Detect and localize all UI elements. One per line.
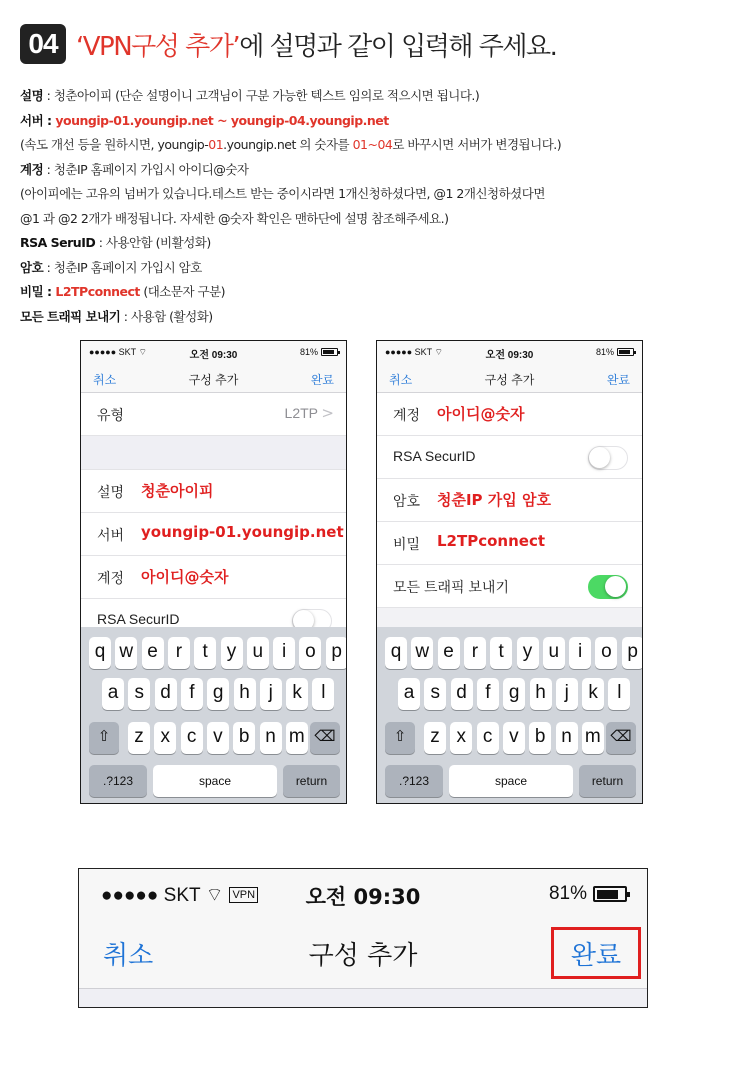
zoom-cancel-button[interactable]: 취소 xyxy=(103,941,154,971)
account-value[interactable]: 아이디@숫자 xyxy=(141,568,229,586)
send-all-traffic-label: 모든 트래픽 보내기 xyxy=(393,579,509,595)
wifi-icon: ⌔ xyxy=(138,347,148,357)
key-d[interactable]: d xyxy=(451,678,473,710)
account-label: 계정 xyxy=(97,570,125,586)
numbers-key[interactable]: .?123 xyxy=(385,765,443,797)
nav-bar xyxy=(377,363,642,393)
password-value[interactable]: 청춘IP 가입 암호 xyxy=(437,491,551,509)
step-title-highlight: ‘VPN구성 추가’ xyxy=(76,31,240,62)
instruction-server-note: (속도 개선 등을 원하시면, youngip-01.youngip.net 의 숫자를 01~04로 바꾸시면 서버가 변경됩니다.) xyxy=(20,137,562,152)
wifi-icon: ⌔ xyxy=(434,347,444,357)
battery-indicator: 81% xyxy=(300,347,338,357)
key-y[interactable]: y xyxy=(517,637,539,669)
backspace-key-icon[interactable]: ⌫ xyxy=(310,722,340,754)
done-button[interactable]: 완료 xyxy=(310,373,334,387)
nav-title: 구성 추가 xyxy=(484,373,535,387)
key-f[interactable]: f xyxy=(477,678,499,710)
return-key[interactable]: return xyxy=(283,765,340,797)
account-row[interactable] xyxy=(377,393,642,436)
cancel-button[interactable]: 취소 xyxy=(389,373,413,387)
shift-key-icon[interactable]: ⇧ xyxy=(385,722,415,754)
instruction-account-note-2: @1 과 @2 2개가 배정됩니다. 자세한 @숫자 확인은 맨하단에 설명 참조해주세요.) xyxy=(20,210,449,226)
key-p[interactable]: p xyxy=(326,637,347,669)
description-value[interactable]: 청춘아이피 xyxy=(141,482,214,500)
section-gap xyxy=(81,436,346,470)
instructions xyxy=(20,84,710,329)
zoom-nav-title: 구성 추가 xyxy=(308,941,418,971)
space-key[interactable]: space xyxy=(153,765,277,797)
key-d[interactable]: d xyxy=(155,678,177,710)
key-s[interactable]: s xyxy=(424,678,446,710)
rsa-securid-row xyxy=(377,436,642,479)
key-l[interactable]: l xyxy=(312,678,334,710)
secret-value[interactable]: L2TPconnect xyxy=(437,532,546,550)
key-x[interactable]: x xyxy=(450,722,472,754)
key-i[interactable]: i xyxy=(273,637,295,669)
zoom-done-button-highlighted[interactable]: 완료 xyxy=(551,927,641,979)
key-t[interactable]: t xyxy=(490,637,512,669)
instruction-rsa: RSA SeruID : 사용안함 (비활성화) xyxy=(20,235,211,250)
password-row[interactable] xyxy=(377,479,642,522)
battery-icon xyxy=(593,886,627,902)
description-row[interactable] xyxy=(81,470,346,513)
vpn-badge: VPN xyxy=(229,887,258,903)
key-n[interactable]: n xyxy=(260,722,282,754)
key-e[interactable]: e xyxy=(142,637,164,669)
instruction-traffic: 모든 트래픽 보내기 : 사용함 (활성화) xyxy=(20,308,213,324)
zoomed-nav-detail xyxy=(78,868,648,1008)
key-t[interactable]: t xyxy=(194,637,216,669)
numbers-key[interactable]: .?123 xyxy=(89,765,147,797)
type-row[interactable] xyxy=(81,393,346,436)
space-key[interactable]: space xyxy=(449,765,573,797)
key-o[interactable]: o xyxy=(299,637,321,669)
key-q[interactable]: q xyxy=(385,637,407,669)
key-v[interactable]: v xyxy=(207,722,229,754)
key-c[interactable]: c xyxy=(181,722,203,754)
instruction-password: 암호 : 청춘IP 홈페이지 가입시 암호 xyxy=(20,259,202,275)
rsa-securid-toggle[interactable] xyxy=(588,446,628,470)
status-time: 오전 09:30 xyxy=(189,350,238,361)
key-o[interactable]: o xyxy=(595,637,617,669)
wifi-icon: ⌔ xyxy=(205,885,224,906)
key-a[interactable]: a xyxy=(398,678,420,710)
key-w[interactable]: w xyxy=(115,637,137,669)
vpn-form xyxy=(377,393,642,608)
send-all-traffic-row xyxy=(377,565,642,608)
key-e[interactable]: e xyxy=(438,637,460,669)
key-h[interactable]: h xyxy=(530,678,552,710)
key-m[interactable]: m xyxy=(286,722,308,754)
status-bar xyxy=(377,341,642,363)
instruction-account-note-1: (아이피에는 고유의 넘버가 있습니다.테스트 받는 중이시라면 1개신청하셨다면, @1 2개신청하셨다면 xyxy=(20,186,545,201)
description-label: 설명 xyxy=(97,484,125,500)
zoom-status-bar xyxy=(79,869,647,917)
key-g[interactable]: g xyxy=(207,678,229,710)
vpn-form xyxy=(81,393,346,642)
key-r[interactable]: r xyxy=(464,637,486,669)
battery-icon xyxy=(617,348,634,356)
key-l[interactable]: l xyxy=(608,678,630,710)
rsa-securid-label: RSA SecurID xyxy=(393,448,476,464)
key-k[interactable]: k xyxy=(582,678,604,710)
key-c[interactable]: c xyxy=(477,722,499,754)
phone-screenshot-left xyxy=(80,340,347,804)
key-a[interactable]: a xyxy=(102,678,124,710)
key-z[interactable]: z xyxy=(128,722,150,754)
secret-row[interactable] xyxy=(377,522,642,565)
secret-label: 비밀 xyxy=(393,536,421,552)
server-row[interactable] xyxy=(81,513,346,556)
instruction-account: 계정 : 청춘IP 홈페이지 가입시 아이디@숫자 xyxy=(20,161,249,177)
battery-icon xyxy=(321,348,338,356)
step-header xyxy=(20,22,556,66)
key-g[interactable]: g xyxy=(503,678,525,710)
return-key[interactable]: return xyxy=(579,765,636,797)
send-all-traffic-toggle[interactable] xyxy=(588,575,628,599)
key-j[interactable]: j xyxy=(556,678,578,710)
key-q[interactable]: q xyxy=(89,637,111,669)
key-r[interactable]: r xyxy=(168,637,190,669)
step-title-rest: 에 설명과 같이 입력해 주세요. xyxy=(239,31,557,62)
key-b[interactable]: b xyxy=(529,722,551,754)
carrier-label: ●●●●● SKT ⌔ xyxy=(385,347,444,357)
key-k[interactable]: k xyxy=(286,678,308,710)
key-h[interactable]: h xyxy=(234,678,256,710)
chevron-right-icon: > xyxy=(321,404,334,422)
status-bar xyxy=(81,341,346,363)
type-label: 유형 xyxy=(97,407,125,423)
backspace-key-icon[interactable]: ⌫ xyxy=(606,722,636,754)
zoom-carrier-label: ●●●●● SKT ⌔ VPN xyxy=(101,883,258,907)
instruction-secret: 비밀 : L2TPconnect (대소문자 구분) xyxy=(20,284,226,299)
key-u[interactable]: u xyxy=(543,637,565,669)
zoom-nav-bar xyxy=(79,917,647,989)
battery-indicator: 81% xyxy=(596,347,634,357)
keyboard xyxy=(81,627,346,804)
key-y[interactable]: y xyxy=(221,637,243,669)
key-u[interactable]: u xyxy=(247,637,269,669)
key-n[interactable]: n xyxy=(556,722,578,754)
key-m[interactable]: m xyxy=(582,722,604,754)
instruction-server: 서버 : youngip-01.youngip.net ~ youngip-04.youngip.net xyxy=(20,112,389,128)
server-value[interactable]: youngip-01.youngip.net xyxy=(141,523,344,541)
server-label: 서버 xyxy=(97,527,125,543)
cancel-button[interactable]: 취소 xyxy=(93,373,117,387)
zoom-status-time: 오전 09:30 xyxy=(305,885,421,909)
key-x[interactable]: x xyxy=(154,722,176,754)
key-s[interactable]: s xyxy=(128,678,150,710)
key-b[interactable]: b xyxy=(233,722,255,754)
password-label: 암호 xyxy=(393,493,421,509)
zoom-content-edge xyxy=(79,989,647,1008)
account-value[interactable]: 아이디@숫자 xyxy=(437,405,525,423)
shift-key-icon[interactable]: ⇧ xyxy=(89,722,119,754)
key-f[interactable]: f xyxy=(181,678,203,710)
carrier-label: ●●●●● SKT ⌔ xyxy=(89,347,148,357)
done-button[interactable]: 완료 xyxy=(606,373,630,387)
key-z[interactable]: z xyxy=(424,722,446,754)
key-j[interactable]: j xyxy=(260,678,282,710)
nav-bar xyxy=(81,363,346,393)
key-w[interactable]: w xyxy=(411,637,433,669)
status-time: 오전 09:30 xyxy=(485,350,534,361)
account-row[interactable] xyxy=(81,556,346,599)
key-i[interactable]: i xyxy=(569,637,591,669)
rsa-securid-label: RSA SecurID xyxy=(97,611,180,627)
step-title xyxy=(76,26,556,63)
account-label: 계정 xyxy=(393,407,421,423)
nav-title: 구성 추가 xyxy=(188,373,239,387)
step-number-badge: 04 xyxy=(20,24,66,64)
type-value: L2TP xyxy=(284,405,318,421)
keyboard xyxy=(377,627,642,804)
key-v[interactable]: v xyxy=(503,722,525,754)
zoom-battery-indicator: 81% xyxy=(549,883,627,905)
instruction-desc: 설명 : 청춘아이피 (단순 설명이니 고객님이 구분 가능한 텍스트 임의로 적으시면 됩니다.) xyxy=(20,88,480,103)
key-p[interactable]: p xyxy=(622,637,643,669)
phone-screenshot-right xyxy=(376,340,643,804)
